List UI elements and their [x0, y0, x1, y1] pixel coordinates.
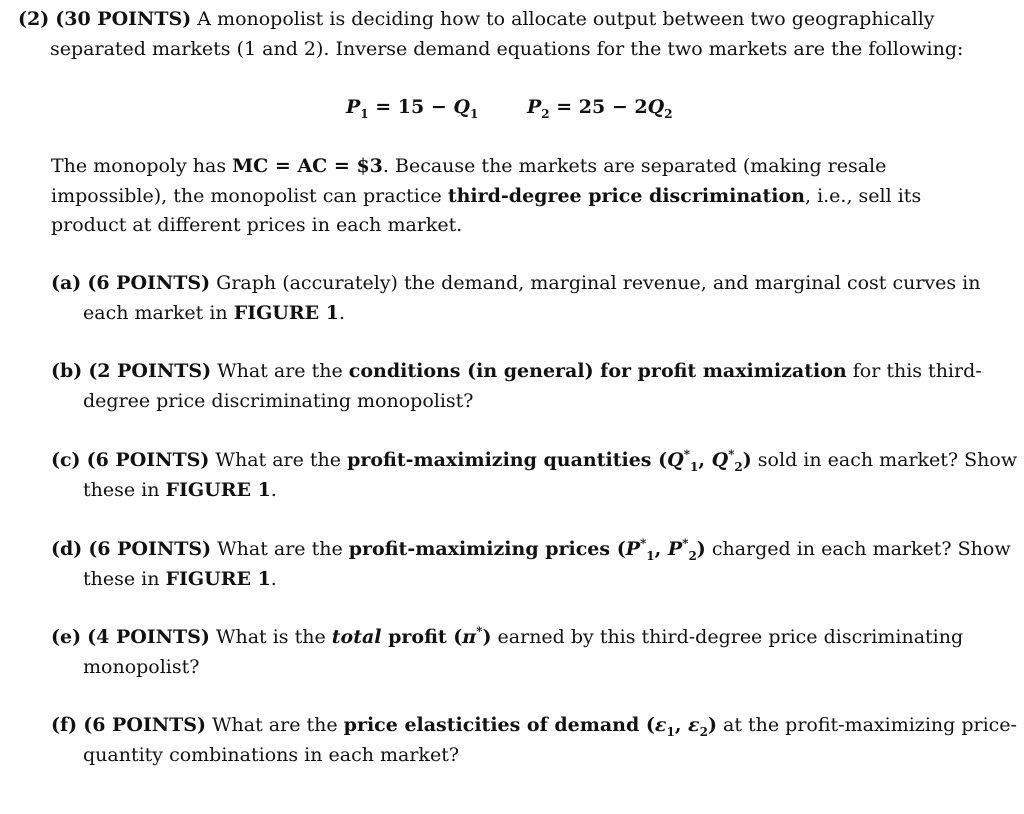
- part-label: (a): [51, 272, 82, 294]
- body-paragraph: The monopoly has MC = AC = $3. Because the markets are separated (making resale impossible), the monopolist can practice third-degree price discrimination, i.e., sell its product at different prices in each market.: [51, 155, 922, 236]
- question-points: (30 POINTS): [55, 8, 192, 30]
- part-e: (e) (4 POINTS) What is the total profit (π*) earned by this third-degree price discriminating monopolist?: [51, 624, 964, 678]
- figure-reference: FIGURE 1: [233, 301, 339, 324]
- part-label: (b): [51, 360, 83, 382]
- part-d: (d) (6 POINTS) What are the profit-maximizing prices ($P^*_1$, $P^*_2$) charged in each market? Show these in FIGURE 1.: [51, 536, 1011, 590]
- question-intro: [18, 5, 998, 64]
- figure-reference: FIGURE 1: [165, 478, 271, 501]
- part-label: (e): [51, 626, 82, 648]
- part-b: (b) (2 POINTS) What are the conditions (in general) for profit maximization for this third-degree price discriminating monopolist?: [51, 360, 982, 412]
- question-number: (2): [18, 8, 50, 30]
- part-label: (d): [51, 538, 83, 560]
- part-label: (c): [51, 449, 81, 471]
- part-c: (c) (6 POINTS) What are the profit-maximizing quantities ($Q^*_1$, $Q^*_2$) sold in each market? Show these in FIGURE 1.: [51, 447, 1018, 501]
- part-label: (f): [51, 714, 78, 736]
- part-a: (a) (6 POINTS) Graph (accurately) the demand, marginal revenue, and marginal cost curves in each market in FIGURE 1.: [51, 272, 981, 324]
- question-intro-text: A monopolist is deciding how to allocate output between two geographically separated markets (1 and 2). Inverse demand equations for the two markets are the following:: [50, 8, 964, 60]
- equation-market-2: $P_2 = 25 - 2Q_2$: [527, 96, 673, 121]
- equation-market-1: $P_1 = 15 - Q_1$: [346, 96, 479, 121]
- demand-equations: [0, 93, 1024, 125]
- part-f: (f) (6 POINTS) What are the price elasticities of demand ($\varepsilon_1$, $\varepsilon_2$) at the profit-maximizing price-quantity combinations in each market?: [51, 714, 1017, 766]
- figure-reference: FIGURE 1: [165, 567, 271, 590]
